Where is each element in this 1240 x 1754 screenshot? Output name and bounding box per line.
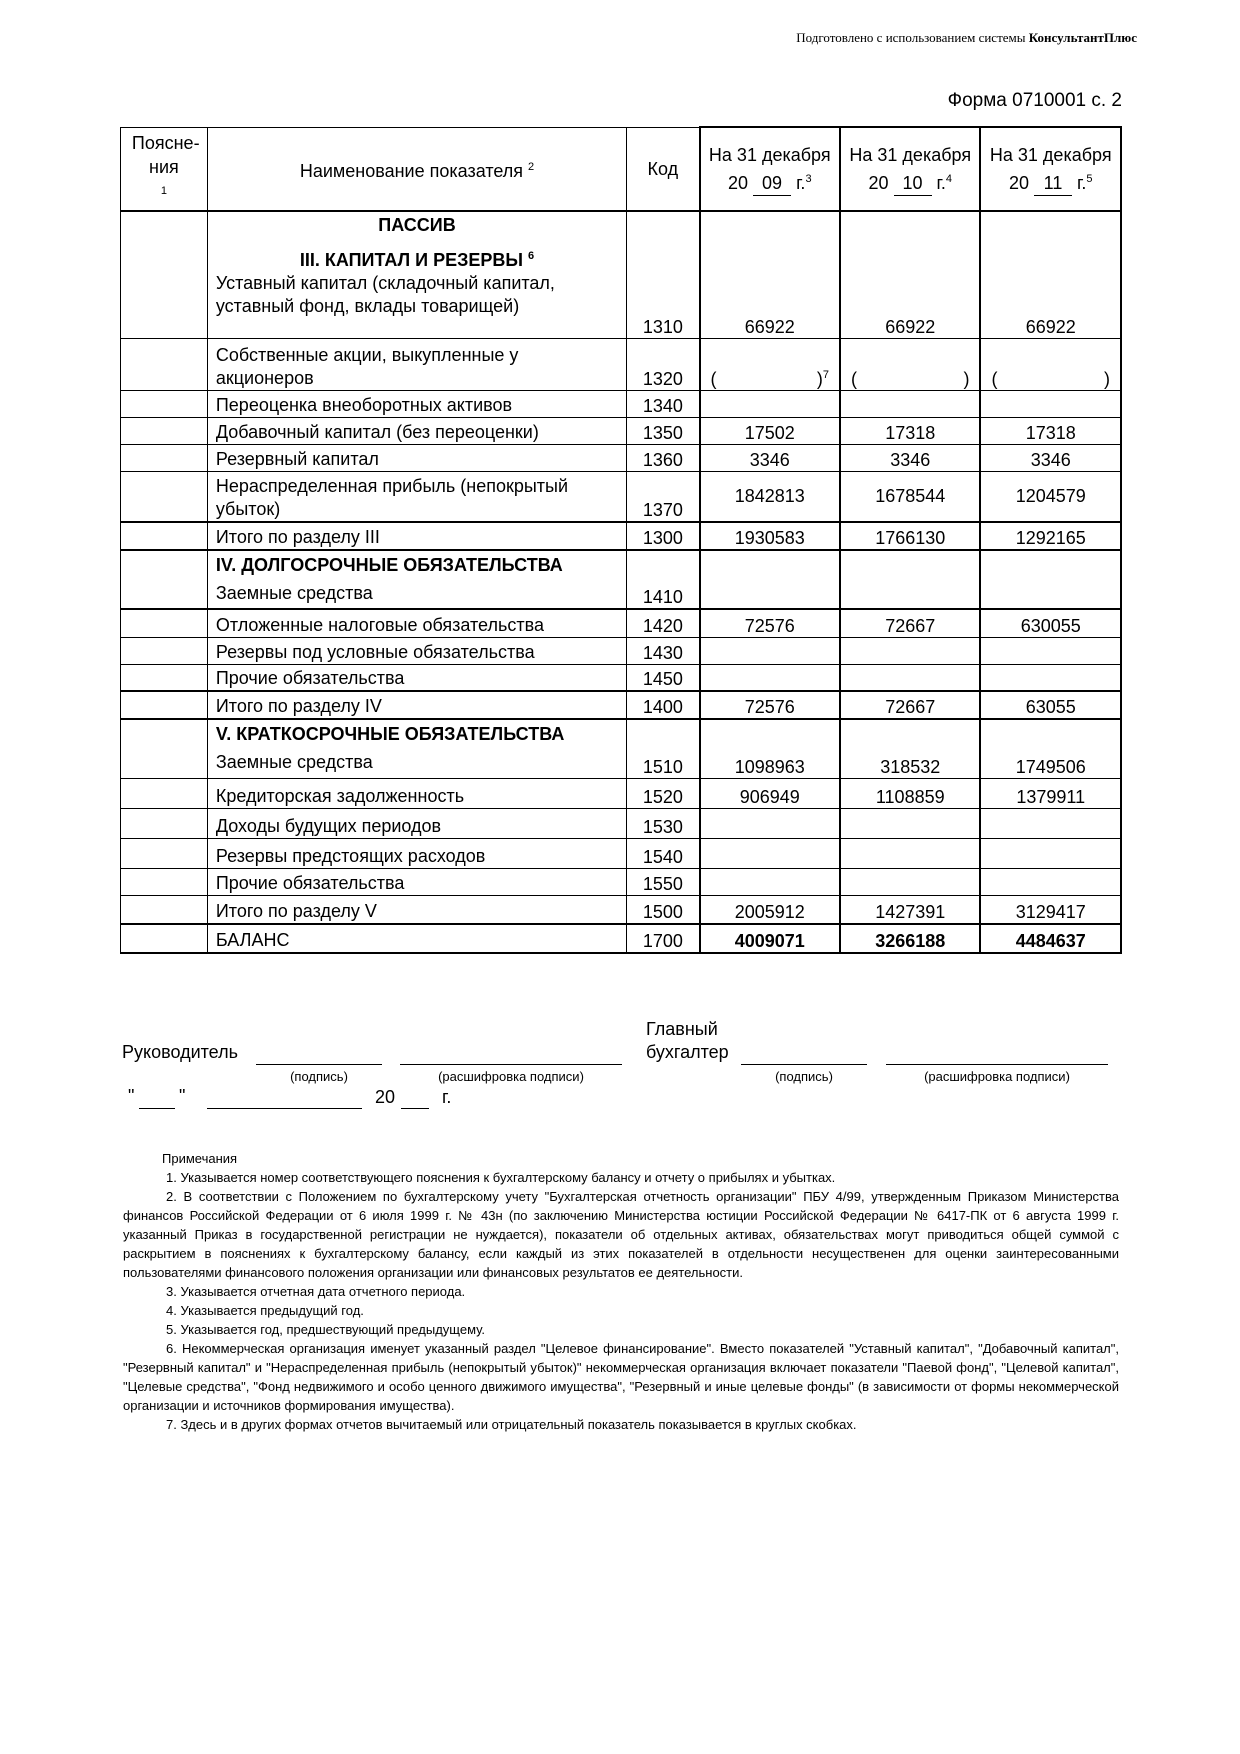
header-code: Код — [627, 127, 700, 211]
indicator-code: 1430 — [627, 637, 700, 664]
indicator-name: Резервы предстоящих расходов — [207, 838, 626, 868]
value-cell — [840, 808, 980, 838]
explanation-cell — [121, 390, 208, 417]
header-explanations: Поясне-ния$^1$ — [121, 127, 208, 211]
value-cell — [980, 808, 1121, 838]
table-row — [121, 471, 1122, 522]
section-title: IV. ДОЛГОСРОЧНЫЕ ОБЯЗАТЕЛЬСТВА — [215, 555, 563, 575]
indicator-code: 1540 — [627, 838, 700, 868]
value-cell: 1678544 — [840, 471, 980, 522]
value-cell — [980, 868, 1121, 895]
note-item: 7. Здесь и в других формах отчетов вычитаемый или отрицательный показатель показывается в круглых скобках. — [166, 1417, 857, 1432]
indicator-name: Итого по разделу III — [207, 522, 626, 550]
value-cell — [700, 838, 840, 868]
section-header-row — [121, 719, 1122, 778]
value-cell: 17318 — [980, 417, 1121, 444]
form-code: Форма 0710001 с. 2 — [947, 90, 1122, 111]
value-cell: 66922 — [980, 211, 1121, 338]
indicator-name: Прочие обязательства — [207, 664, 626, 691]
value-cell: 1108859 — [840, 778, 980, 808]
indicator-name: Отложенные налоговые обязательства — [207, 609, 626, 637]
explanation-cell — [121, 637, 208, 664]
date-month-line[interactable] — [207, 1108, 362, 1109]
indicator-name: Уставный капитал (складочный капитал, уставный фонд, вклады товарищей) — [215, 273, 555, 316]
value-cell: 1749506 — [980, 719, 1121, 778]
value-cell: 66922 — [700, 211, 840, 338]
value-cell: 4484637 — [980, 924, 1121, 953]
indicator-code: 1550 — [627, 868, 700, 895]
value-cell — [980, 838, 1121, 868]
indicator-code: 1700 — [627, 924, 700, 953]
header-note-brand: КонсультантПлюс — [1028, 30, 1137, 45]
value-cell: 906949 — [700, 778, 840, 808]
table-row — [121, 895, 1122, 924]
balance-sheet-table — [120, 126, 1122, 954]
indicator-name: Переоценка внеоборотных активов — [207, 390, 626, 417]
note-item: 5. Указывается год, предшествующий предыдущему. — [166, 1322, 485, 1337]
header-name: Наименование показателя $^2$ — [207, 127, 626, 211]
indicator-code: 1500 — [627, 895, 700, 924]
indicator-code: 1360 — [627, 444, 700, 471]
value-cell — [840, 637, 980, 664]
date-quote-close: " — [179, 1086, 186, 1106]
consultant-plus-note — [796, 30, 1137, 46]
chief-decoding-caption: (расшифровка подписи) — [924, 1069, 1070, 1084]
value-cell: 63055 — [980, 691, 1121, 719]
indicator-code: 1370 — [627, 471, 700, 522]
header-col2: На 31 декабря 20 10 г.$^4$ — [840, 127, 980, 211]
value-cell: ( ) — [840, 338, 980, 390]
passive-title: ПАССИВ — [378, 215, 456, 235]
indicator-name: Доходы будущих периодов — [207, 808, 626, 838]
explanation-cell — [121, 417, 208, 444]
header-note-prefix: Подготовлено с использованием системы — [796, 30, 1029, 45]
note-item: 2. В соответствии с Положением по бухгалтерскому учету "Бухгалтерская отчетность организации" ПБУ 4/99, утвержденным Приказом Министерства финансов Российской Федерации от 6 июля 1999 г. № 43н (по заключению Министерства юстиции Российской Федерации № 6417-ПК от 6 августа 1999 г. указанный Приказ в государственной регистрации не нуждается), показатели об отдельных активах, обязательствах могут приводиться общей суммой с раскрытием в пояснениях к бухгалтерскому балансу, если каждый из этих показателей в отдельности несущественен для оценки заинтересованными пользователями финансового положения организации или финансовых результатов ее деятельности. — [123, 1189, 1119, 1280]
explanation-cell — [121, 808, 208, 838]
value-cell: ( ) — [980, 338, 1121, 390]
indicator-name: Итого по разделу V — [207, 895, 626, 924]
section-header-row — [121, 550, 1122, 609]
note-item: 6. Некоммерческая организация именует указанный раздел "Целевое финансирование". Вместо показателей "Уставный капитал", "Добавочный капитал", "Резервный капитал" и "Нераспределенная прибыль (непокрытый убыток)" некоммерческая организация включает показатели "Паевой фонд", "Целевой капитал", "Целевые средства", "Фонд недвижимого и особо ценного движимого имущества", "Резервный и иные целевые фонды" (в зависимости от формы некоммерческой организации и источников формирования имущества). — [123, 1341, 1119, 1413]
value-cell: 1292165 — [980, 522, 1121, 550]
value-cell: 1766130 — [840, 522, 980, 550]
chief-decoding-line[interactable] — [886, 1064, 1108, 1065]
head-decoding-line[interactable] — [400, 1064, 622, 1065]
table-row — [121, 609, 1122, 637]
value-cell: 1379911 — [980, 778, 1121, 808]
header-col3: На 31 декабря 20 11 г.$^5$ — [980, 127, 1121, 211]
indicator-name: БАЛАНС — [207, 924, 626, 953]
value-cell — [980, 550, 1121, 609]
indicator-code: 1400 — [627, 691, 700, 719]
table-row — [121, 778, 1122, 808]
indicator-code: 1340 — [627, 390, 700, 417]
value-cell — [980, 637, 1121, 664]
value-cell: 72576 — [700, 691, 840, 719]
notes-section — [123, 1149, 1119, 1434]
value-cell — [700, 390, 840, 417]
explanation-cell — [121, 664, 208, 691]
notes-title: Примечания — [162, 1151, 238, 1166]
indicator-name: Собственные акции, выкупленные у акционеров — [207, 338, 626, 390]
chief-signature-caption: (подпись) — [775, 1069, 833, 1084]
indicator-name: Резервы под условные обязательства — [207, 637, 626, 664]
head-signature-caption: (подпись) — [290, 1069, 348, 1084]
explanation-cell — [121, 895, 208, 924]
indicator-name: Резервный капитал — [207, 444, 626, 471]
indicator-code: 1310 — [627, 211, 700, 338]
note-item: 1. Указывается номер соответствующего пояснения к бухгалтерскому балансу и отчету о прибылях и убытках. — [166, 1170, 836, 1185]
value-cell: 66922 — [840, 211, 980, 338]
value-cell: 3346 — [980, 444, 1121, 471]
section-title: III. КАПИТАЛ И РЕЗЕРВЫ $^6$ — [299, 250, 535, 270]
value-cell: 17318 — [840, 417, 980, 444]
chief-label-line1: Главный — [646, 1019, 718, 1039]
date-year-suffix: г. — [442, 1087, 452, 1107]
indicator-code: 1320 — [627, 338, 700, 390]
value-cell: 72667 — [840, 609, 980, 637]
explanation-cell — [121, 868, 208, 895]
value-cell: 1842813 — [700, 471, 840, 522]
explanation-cell — [121, 550, 208, 609]
value-cell: 4009071 — [700, 924, 840, 953]
explanation-cell — [121, 471, 208, 522]
value-cell: 1098963 — [700, 719, 840, 778]
value-cell: 17502 — [700, 417, 840, 444]
indicator-name: Итого по разделу IV — [207, 691, 626, 719]
balance-total-row — [121, 924, 1122, 953]
indicator-code: 1530 — [627, 808, 700, 838]
value-cell — [700, 664, 840, 691]
value-cell: 72667 — [840, 691, 980, 719]
table-row — [121, 637, 1122, 664]
explanation-cell — [121, 211, 208, 338]
value-cell: 3346 — [840, 444, 980, 471]
table-row — [121, 838, 1122, 868]
value-cell: 72576 — [700, 609, 840, 637]
indicator-name: Заемные средства — [215, 752, 373, 772]
date-quote-open: " — [128, 1086, 135, 1106]
table-row — [121, 808, 1122, 838]
explanation-cell — [121, 691, 208, 719]
indicator-code: 1420 — [627, 609, 700, 637]
indicator-code: 1350 — [627, 417, 700, 444]
date-year-prefix: 20 — [375, 1087, 396, 1107]
value-cell — [840, 868, 980, 895]
indicator-code: 1300 — [627, 522, 700, 550]
table-row — [121, 444, 1122, 471]
value-cell: 1427391 — [840, 895, 980, 924]
table-row — [121, 390, 1122, 417]
table-row — [121, 417, 1122, 444]
value-cell — [700, 868, 840, 895]
value-cell — [840, 838, 980, 868]
head-label: Руководитель — [122, 1042, 238, 1062]
chief-signature-line[interactable] — [741, 1064, 867, 1065]
table-row — [121, 522, 1122, 550]
explanation-cell — [121, 719, 208, 778]
value-cell: 3129417 — [980, 895, 1121, 924]
value-cell: 1204579 — [980, 471, 1121, 522]
indicator-name: Кредиторская задолженность — [207, 778, 626, 808]
indicator-name: Заемные средства — [215, 583, 373, 603]
value-cell: ( )$^7$ — [700, 338, 840, 390]
value-cell: 630055 — [980, 609, 1121, 637]
header-col1: На 31 декабря 20 09 г.$^3$ — [700, 127, 840, 211]
explanation-cell — [121, 522, 208, 550]
value-cell — [980, 390, 1121, 417]
indicator-code: 1510 — [627, 719, 700, 778]
note-item: 4. Указывается предыдущий год. — [166, 1303, 364, 1318]
value-cell — [980, 664, 1121, 691]
section-header-row — [121, 211, 1122, 338]
value-cell: 3266188 — [840, 924, 980, 953]
section-title-cell — [207, 719, 626, 778]
table-row — [121, 691, 1122, 719]
section-title-cell — [207, 211, 626, 338]
date-day-line[interactable] — [139, 1108, 175, 1109]
explanation-cell — [121, 609, 208, 637]
value-cell: 2005912 — [700, 895, 840, 924]
table-row — [121, 664, 1122, 691]
value-cell: 318532 — [840, 719, 980, 778]
value-cell — [700, 637, 840, 664]
explanation-cell — [121, 924, 208, 953]
value-cell — [700, 550, 840, 609]
table-row — [121, 868, 1122, 895]
value-cell — [700, 808, 840, 838]
explanation-cell — [121, 338, 208, 390]
section-title-cell — [207, 550, 626, 609]
head-signature-line[interactable] — [256, 1064, 382, 1065]
value-cell: 3346 — [700, 444, 840, 471]
indicator-name: Нераспределенная прибыль (непокрытый убыток) — [207, 471, 626, 522]
table-header-row — [121, 127, 1122, 211]
indicator-code: 1520 — [627, 778, 700, 808]
value-cell: 1930583 — [700, 522, 840, 550]
value-cell — [840, 664, 980, 691]
head-decoding-caption: (расшифровка подписи) — [438, 1069, 584, 1084]
chief-label-line2: бухгалтер — [646, 1042, 729, 1062]
value-cell — [840, 550, 980, 609]
date-year-line[interactable] — [401, 1108, 429, 1109]
indicator-name: Добавочный капитал (без переоценки) — [207, 417, 626, 444]
value-cell — [840, 390, 980, 417]
table-row — [121, 338, 1122, 390]
indicator-code: 1410 — [627, 550, 700, 609]
note-item: 3. Указывается отчетная дата отчетного периода. — [166, 1284, 466, 1299]
indicator-code: 1450 — [627, 664, 700, 691]
explanation-cell — [121, 778, 208, 808]
indicator-name: Прочие обязательства — [207, 868, 626, 895]
explanation-cell — [121, 838, 208, 868]
explanation-cell — [121, 444, 208, 471]
section-title: V. КРАТКОСРОЧНЫЕ ОБЯЗАТЕЛЬСТВА — [215, 724, 565, 744]
